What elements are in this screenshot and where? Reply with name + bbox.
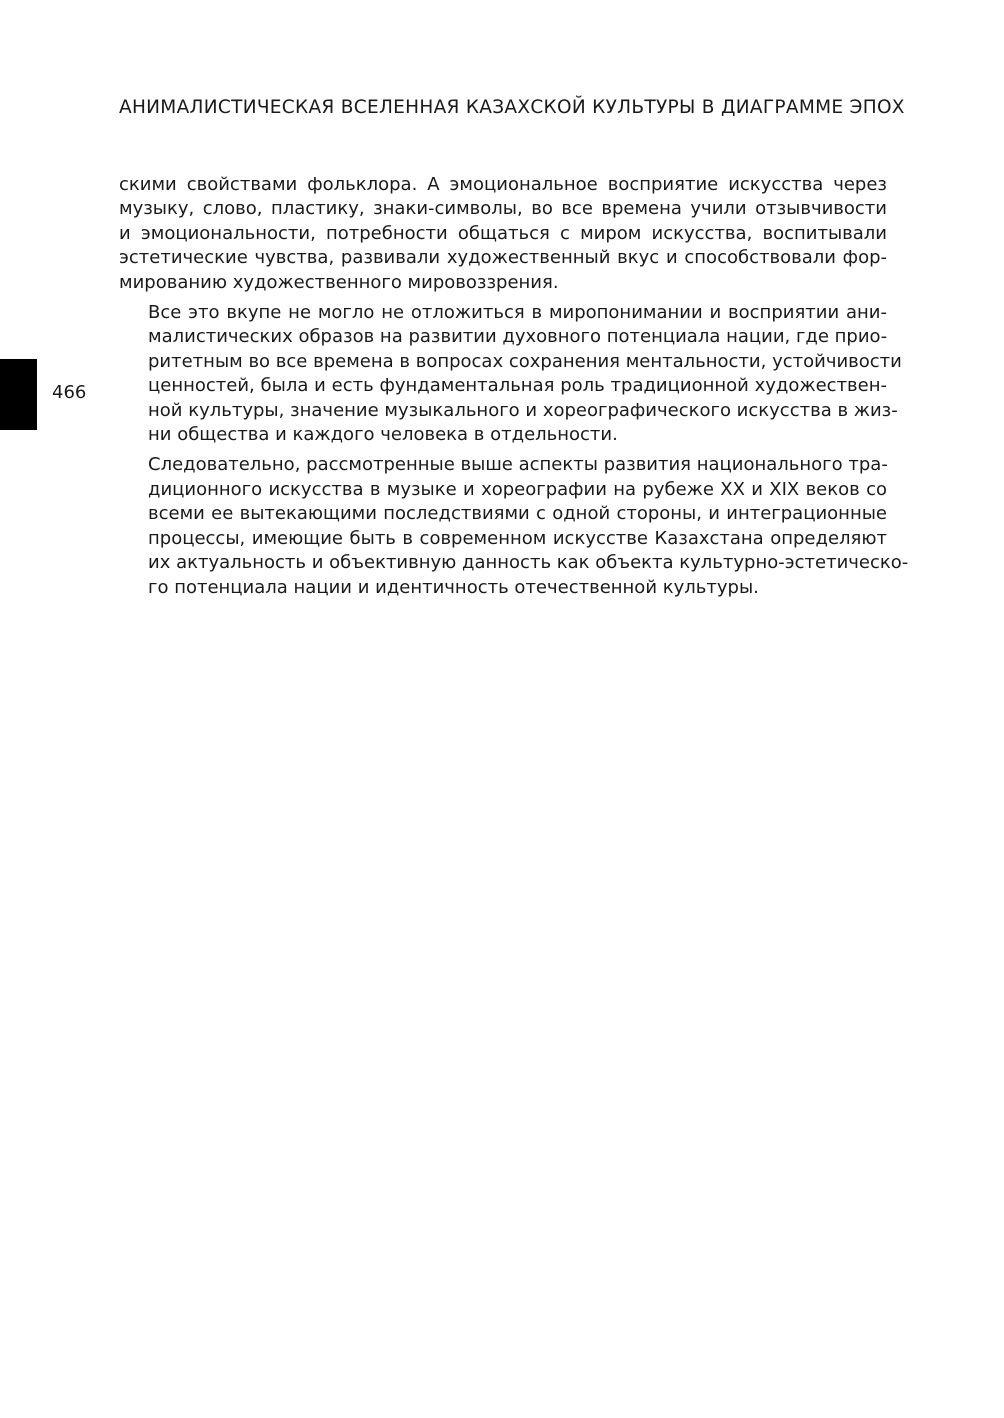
text-line: Следовательно, рассмотренные выше аспекты развития национального тра- <box>148 454 888 476</box>
text-line: Все это вкупе не могло не отложиться в миропонимании и восприятии ани- <box>148 302 887 324</box>
text-line: и эмоциональности, потребности общаться с миром искусства, воспитывали <box>119 222 887 244</box>
text-line: малистических образов на развитии духовного потенциала нации, где прио- <box>148 326 888 348</box>
text-line: го потенциала нации и идентичность отечественной культуры. <box>148 576 759 598</box>
paragraph-2 <box>119 301 902 447</box>
text-line: процессы, имеющие быть в современном искусстве Казахстана определяют <box>148 527 887 549</box>
running-header: АНИМАЛИСТИЧЕСКАЯ ВСЕЛЕННАЯ КАЗАХСКОЙ КУЛЬТУРЫ В ДИАГРАММЕ ЭПОХ <box>119 97 905 118</box>
text-line: всеми ее вытекающими последствиями с одной стороны, и интеграционные <box>148 503 887 525</box>
paragraph-3 <box>119 453 909 599</box>
body-text <box>119 173 909 606</box>
text-line: эстетические чувства, развивали художественный вкус и способствовали фор- <box>119 247 887 269</box>
thumb-index-tab <box>0 359 37 430</box>
text-line: ни общества и каждого человека в отдельности. <box>148 424 618 446</box>
text-line: диционного искусства в музыке и хореографии на рубеже XX и XIX веков со <box>148 478 887 500</box>
text-line: их актуальность и объективную данность как объекта культурно-эстетическо- <box>148 552 909 574</box>
text-line: скими свойствами фольклора. А эмоциональное восприятие искусства через <box>119 174 887 195</box>
text-line: мированию художественного мировоззрения. <box>119 271 559 293</box>
paragraph-1 <box>119 173 887 295</box>
text-line: ной культуры, значение музыкального и хореографического искусства в жиз- <box>148 399 898 421</box>
text-line: ритетным во все времена в вопросах сохранения ментальности, устойчивости <box>148 350 902 372</box>
text-line: музыку, слово, пластику, знаки-символы, во все времена учили отзывчивости <box>119 198 887 220</box>
page-number: 466 <box>52 382 87 403</box>
text-line: ценностей, была и есть фундаментальная роль традиционной художествен- <box>148 375 887 397</box>
